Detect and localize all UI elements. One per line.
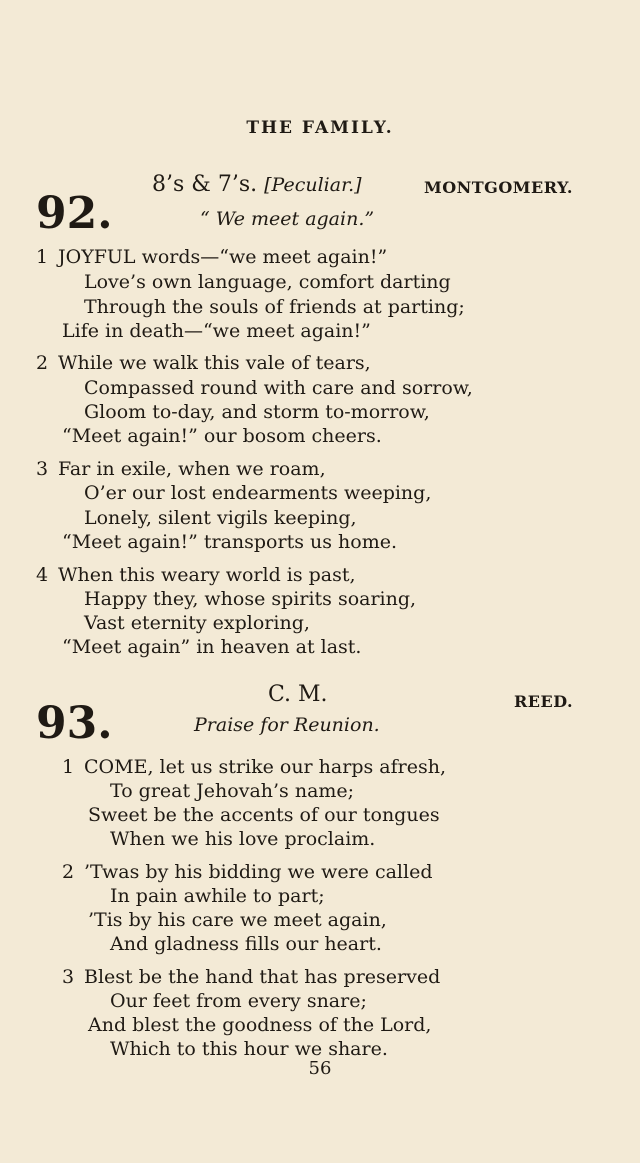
verse-line: Sweet be the accents of our tongues xyxy=(88,804,440,826)
verse-line: Life in death—“we meet again!” xyxy=(62,320,371,342)
hymn-author: REED. xyxy=(514,692,574,711)
verse-line: O’er our lost endearments weeping, xyxy=(84,482,432,504)
verse-line: 2 ’Twas by his bidding we were called xyxy=(62,861,433,883)
verse-line: Happy they, whose spirits soaring, xyxy=(84,588,417,610)
verse-number: 3 xyxy=(62,966,75,988)
verse-line: “Meet again!” our bosom cheers. xyxy=(62,425,382,447)
verse-line: And blest the goodness of the Lord, xyxy=(88,1014,432,1036)
meter-text: 8’s & 7’s. xyxy=(152,172,258,197)
verse-line: Our feet from every snare; xyxy=(110,990,367,1012)
verse-line: Through the souls of friends at parting; xyxy=(84,296,465,318)
verse-line: 3 Far in exile, when we roam, xyxy=(36,458,326,480)
verse-number: 1 xyxy=(62,756,75,778)
verse-number: 2 xyxy=(36,352,49,374)
hymn-subtitle: Praise for Reunion. xyxy=(194,714,380,736)
verse-line: “Meet again!” transports us home. xyxy=(62,531,397,553)
verse-line: 3 Blest be the hand that has preserved xyxy=(62,966,441,988)
verse-line: Love’s own language, comfort darting xyxy=(84,271,451,293)
verse-number: 4 xyxy=(36,564,49,586)
hymn-number: 92. xyxy=(36,188,113,239)
verse-line: In pain awhile to part; xyxy=(110,885,325,907)
verse-line: To great Jehovah’s name; xyxy=(110,780,355,802)
hymn-subtitle: “ We meet again.” xyxy=(200,208,375,230)
verse-line: 4 When this weary world is past, xyxy=(36,564,356,586)
verse-number: 2 xyxy=(62,861,75,883)
page-header: THE FAMILY. xyxy=(246,118,394,138)
meter-note: [Peculiar.] xyxy=(264,174,362,196)
hymn-number: 93. xyxy=(36,698,113,749)
page-number: 56 xyxy=(308,1058,332,1079)
verse-line: 1 JOYFUL words—“we meet again!” xyxy=(36,246,388,268)
verse-line: 2 While we walk this vale of tears, xyxy=(36,352,371,374)
verse-line: Vast eternity exploring, xyxy=(84,612,310,634)
verse-number: 3 xyxy=(36,458,49,480)
verse-line: 1 COME, let us strike our harps afresh, xyxy=(62,756,446,778)
verse-line: Lonely, silent vigils keeping, xyxy=(84,507,357,529)
hymn-author: MONTGOMERY. xyxy=(424,178,573,197)
verse-line: “Meet again” in heaven at last. xyxy=(62,636,362,658)
verse-line: Gloom to-day, and storm to-morrow, xyxy=(84,401,430,423)
verse-line: Which to this hour we share. xyxy=(110,1038,388,1060)
verse-line: When we his love proclaim. xyxy=(110,828,376,850)
hymn-meter xyxy=(152,172,362,197)
hymn-meter: C. M. xyxy=(268,682,328,707)
verse-line: And gladness fills our heart. xyxy=(110,933,382,955)
verse-number: 1 xyxy=(36,246,49,268)
verse-line: Compassed round with care and sorrow, xyxy=(84,377,473,399)
verse-line: ’Tis by his care we meet again, xyxy=(88,909,387,931)
